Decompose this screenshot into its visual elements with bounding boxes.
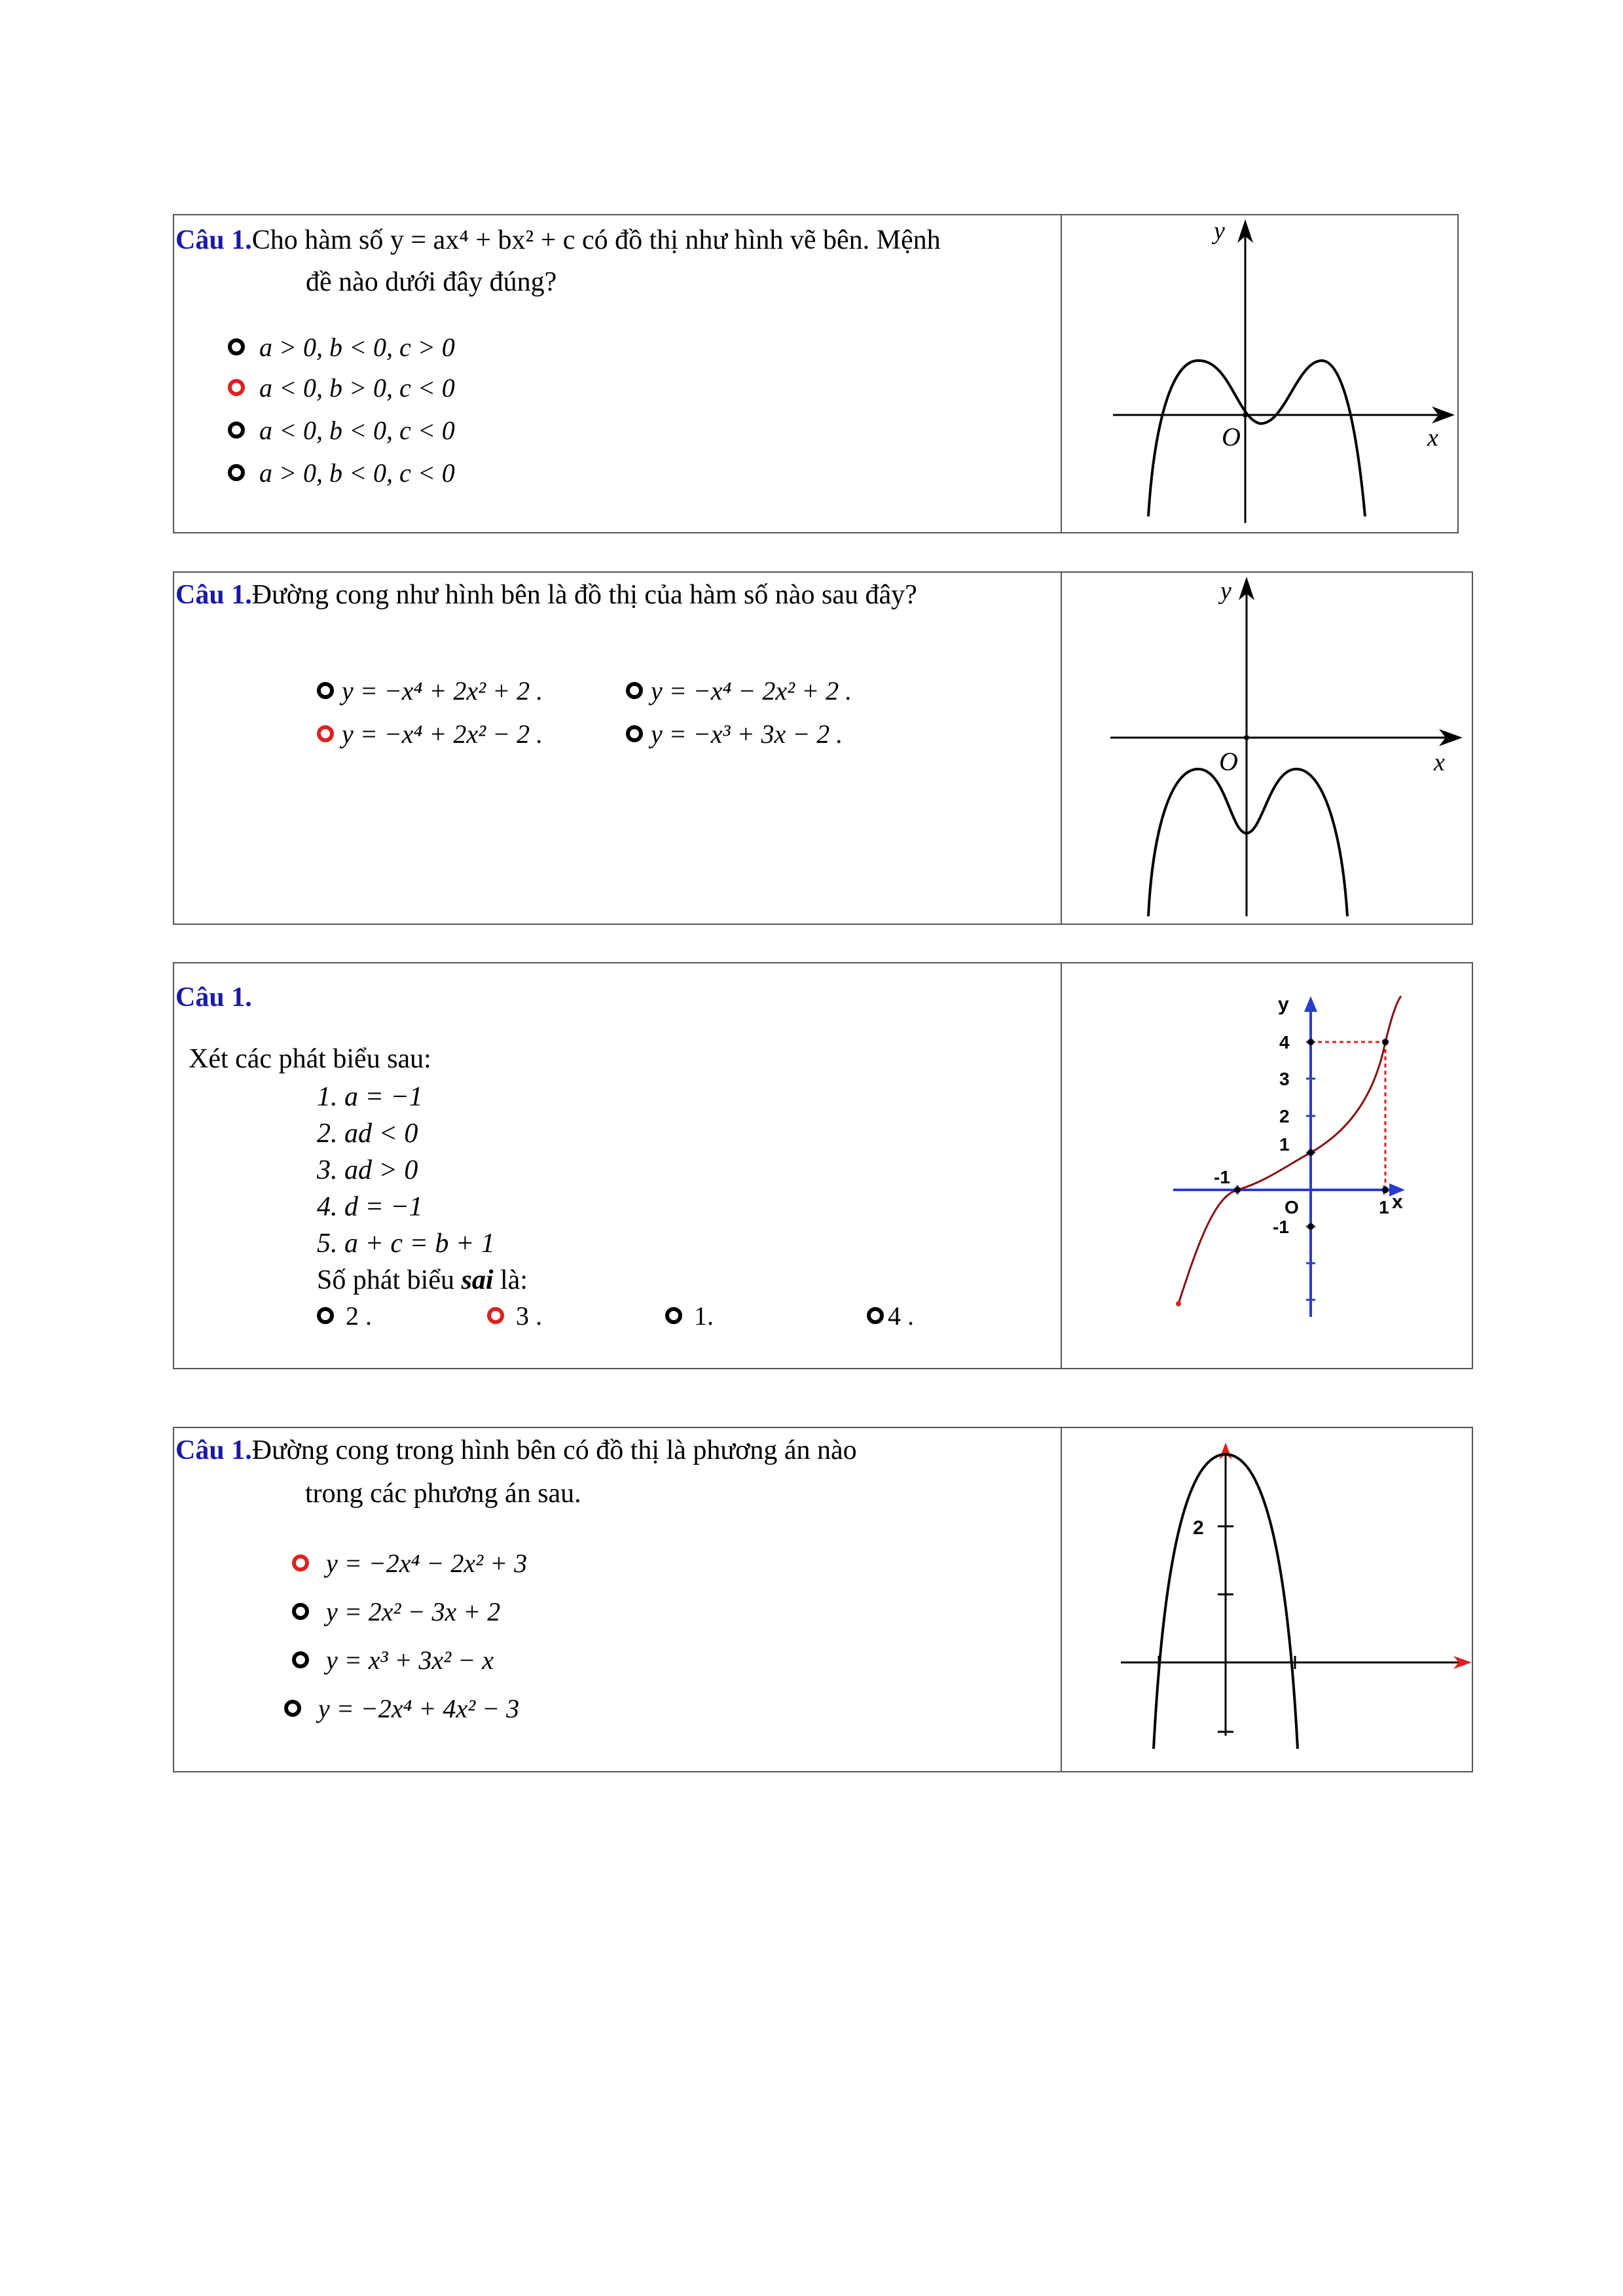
answer-option-b[interactable] bbox=[487, 1297, 542, 1334]
quartic-graph bbox=[1062, 215, 1457, 532]
function-curve bbox=[1178, 996, 1401, 1304]
radio-circle-icon[interactable] bbox=[292, 1603, 309, 1620]
radio-circle-icon[interactable] bbox=[228, 338, 245, 355]
option-text: a < 0, b > 0, c < 0 bbox=[259, 372, 455, 403]
tick-marks bbox=[1159, 1526, 1295, 1732]
radio-circle-icon[interactable] bbox=[292, 1651, 309, 1668]
option-text: 3 . bbox=[516, 1300, 542, 1331]
y-tick-label-3: 3 bbox=[1279, 1069, 1290, 1089]
question-label: Câu 1. bbox=[175, 982, 252, 1013]
y-tick-label-2: 2 bbox=[1279, 1106, 1290, 1126]
radio-circle-icon[interactable] bbox=[228, 422, 245, 439]
question-text bbox=[175, 219, 1059, 261]
option-text: y = −x⁴ − 2x² + 2 . bbox=[651, 675, 852, 706]
y-axis-label: y bbox=[1220, 577, 1231, 605]
answer-option-c[interactable] bbox=[292, 1641, 494, 1678]
point-curve-at-1 bbox=[1382, 1039, 1389, 1045]
radio-circle-icon[interactable] bbox=[867, 1307, 884, 1324]
curve-endpoint bbox=[1176, 1301, 1181, 1306]
prompt-suffix: là: bbox=[493, 1265, 528, 1295]
radio-circle-icon[interactable] bbox=[626, 682, 643, 699]
y-tick-label-4: 4 bbox=[1279, 1032, 1290, 1052]
question-text-area bbox=[174, 215, 1061, 532]
answer-option-b[interactable] bbox=[228, 371, 455, 404]
option-text: y = x³ + 3x² − x bbox=[326, 1645, 494, 1675]
answer-option-a[interactable] bbox=[292, 1545, 527, 1581]
y-axis-label: y bbox=[1214, 217, 1225, 245]
question-text-area bbox=[174, 1428, 1061, 1771]
origin-label: O bbox=[1222, 422, 1241, 452]
question-card-2 bbox=[173, 571, 1473, 925]
origin-point bbox=[1244, 735, 1249, 740]
answer-option-a[interactable] bbox=[317, 672, 543, 709]
option-text: a > 0, b < 0, c > 0 bbox=[259, 332, 455, 362]
graph-figure bbox=[1062, 1428, 1472, 1771]
statement-4: 4. d = −1 bbox=[317, 1192, 423, 1222]
question-card-1 bbox=[173, 214, 1459, 533]
statement-5: 5. a + c = b + 1 bbox=[317, 1229, 495, 1259]
question-text bbox=[175, 574, 1059, 616]
answer-option-c[interactable] bbox=[665, 1297, 714, 1334]
question-text-area bbox=[174, 573, 1061, 924]
radio-circle-selected-icon[interactable] bbox=[487, 1307, 504, 1324]
y-tick-label-2: 2 bbox=[1193, 1517, 1204, 1539]
origin-label: O bbox=[1219, 747, 1238, 776]
option-text: y = −x⁴ + 2x² + 2 . bbox=[342, 675, 543, 706]
x-axis-label: x bbox=[1434, 749, 1445, 776]
radio-circle-icon[interactable] bbox=[284, 1700, 301, 1717]
quartic-graph bbox=[1062, 573, 1472, 924]
question-label: Câu 1. bbox=[175, 1435, 252, 1465]
statement-3: 3. ad > 0 bbox=[317, 1155, 418, 1185]
graph-figure bbox=[1062, 963, 1472, 1368]
question-text-area bbox=[174, 963, 1061, 1368]
question-card-3 bbox=[173, 962, 1473, 1369]
function-curve bbox=[1148, 769, 1347, 916]
question-stem: Đường cong như hình bên là đồ thị của hàm số nào sau đây? bbox=[251, 580, 917, 610]
prompt-emphasis: sai bbox=[461, 1265, 494, 1295]
answer-option-d[interactable] bbox=[284, 1690, 519, 1727]
question-stem-line1: Cho hàm số y = ax⁴ + bx² + c có đồ thị như hình vẽ bên. Mệnh bbox=[251, 225, 941, 255]
radio-circle-selected-icon[interactable] bbox=[292, 1554, 309, 1571]
question-card-4 bbox=[173, 1427, 1473, 1772]
question-label: Câu 1. bbox=[175, 580, 252, 610]
question-stem-line2: đề nào dưới đây đúng? bbox=[306, 267, 557, 297]
answer-option-a[interactable] bbox=[228, 331, 455, 363]
function-curve bbox=[1148, 361, 1365, 516]
radio-circle-icon[interactable] bbox=[317, 682, 334, 699]
origin-point bbox=[1243, 412, 1248, 418]
question-label: Câu 1. bbox=[175, 225, 252, 255]
question-stem-line1: Đường cong trong hình bên có đồ thị là phương án nào bbox=[251, 1435, 857, 1465]
statement-2: 2. ad < 0 bbox=[317, 1119, 418, 1149]
graph-figure bbox=[1062, 573, 1472, 924]
answer-option-b[interactable] bbox=[626, 672, 852, 709]
radio-circle-icon[interactable] bbox=[317, 1307, 334, 1324]
option-text: y = −x⁴ + 2x² − 2 . bbox=[342, 719, 543, 749]
answer-option-b[interactable] bbox=[292, 1593, 500, 1630]
point-y-intercept bbox=[1307, 1149, 1314, 1156]
question-text bbox=[175, 1429, 1059, 1471]
y-tick-label-1: 1 bbox=[1279, 1134, 1290, 1155]
radio-circle-selected-icon[interactable] bbox=[228, 379, 245, 396]
option-text: a > 0, b < 0, c < 0 bbox=[259, 457, 455, 488]
option-text: y = −2x⁴ − 2x² + 3 bbox=[326, 1548, 528, 1578]
x-axis-label: x bbox=[1427, 424, 1438, 452]
point-y-minus1 bbox=[1307, 1223, 1314, 1230]
x-tick-label-minus1: -1 bbox=[1214, 1167, 1230, 1187]
parabola-graph bbox=[1062, 1428, 1472, 1771]
point-root bbox=[1234, 1187, 1241, 1193]
answer-option-d[interactable] bbox=[626, 715, 843, 752]
point-x1 bbox=[1382, 1187, 1389, 1193]
option-text: y = 2x² − 3x + 2 bbox=[326, 1596, 501, 1626]
answer-option-d[interactable] bbox=[867, 1297, 914, 1334]
statement-1: 1. a = −1 bbox=[317, 1082, 423, 1112]
radio-circle-icon[interactable] bbox=[665, 1307, 682, 1324]
cubic-graph bbox=[1062, 963, 1472, 1368]
y-axis-label: y bbox=[1278, 994, 1289, 1015]
x-tick-label-1: 1 bbox=[1379, 1197, 1389, 1217]
option-text: a < 0, b < 0, c < 0 bbox=[259, 415, 455, 445]
option-text: 2 . bbox=[346, 1300, 372, 1331]
option-text: 1. bbox=[694, 1300, 714, 1331]
graph-figure bbox=[1062, 215, 1457, 532]
question-stem-line2: trong các phương án sau. bbox=[305, 1479, 581, 1509]
radio-circle-icon[interactable] bbox=[626, 725, 643, 742]
answer-option-c[interactable] bbox=[228, 414, 455, 446]
y-tick-label-minus1: -1 bbox=[1273, 1217, 1289, 1237]
answer-option-c[interactable] bbox=[317, 715, 543, 752]
prompt-prefix: Số phát biểu bbox=[317, 1265, 462, 1295]
option-text: y = −x³ + 3x − 2 . bbox=[651, 719, 843, 749]
radio-circle-selected-icon[interactable] bbox=[317, 725, 334, 742]
origin-label: O bbox=[1285, 1197, 1299, 1217]
answer-option-a[interactable] bbox=[317, 1297, 372, 1334]
point-y4 bbox=[1307, 1039, 1314, 1045]
answer-option-d[interactable] bbox=[228, 456, 455, 489]
y-axis-arrow-icon bbox=[1304, 996, 1317, 1012]
question-prompt bbox=[317, 1265, 528, 1296]
option-text: y = −2x⁴ + 4x² − 3 bbox=[318, 1693, 520, 1723]
question-intro: Xét các phát biểu sau: bbox=[189, 1044, 431, 1074]
option-text: 4 . bbox=[888, 1300, 914, 1331]
radio-circle-icon[interactable] bbox=[228, 464, 245, 481]
question-label-line bbox=[175, 977, 252, 1018]
x-axis-label: x bbox=[1392, 1191, 1403, 1213]
